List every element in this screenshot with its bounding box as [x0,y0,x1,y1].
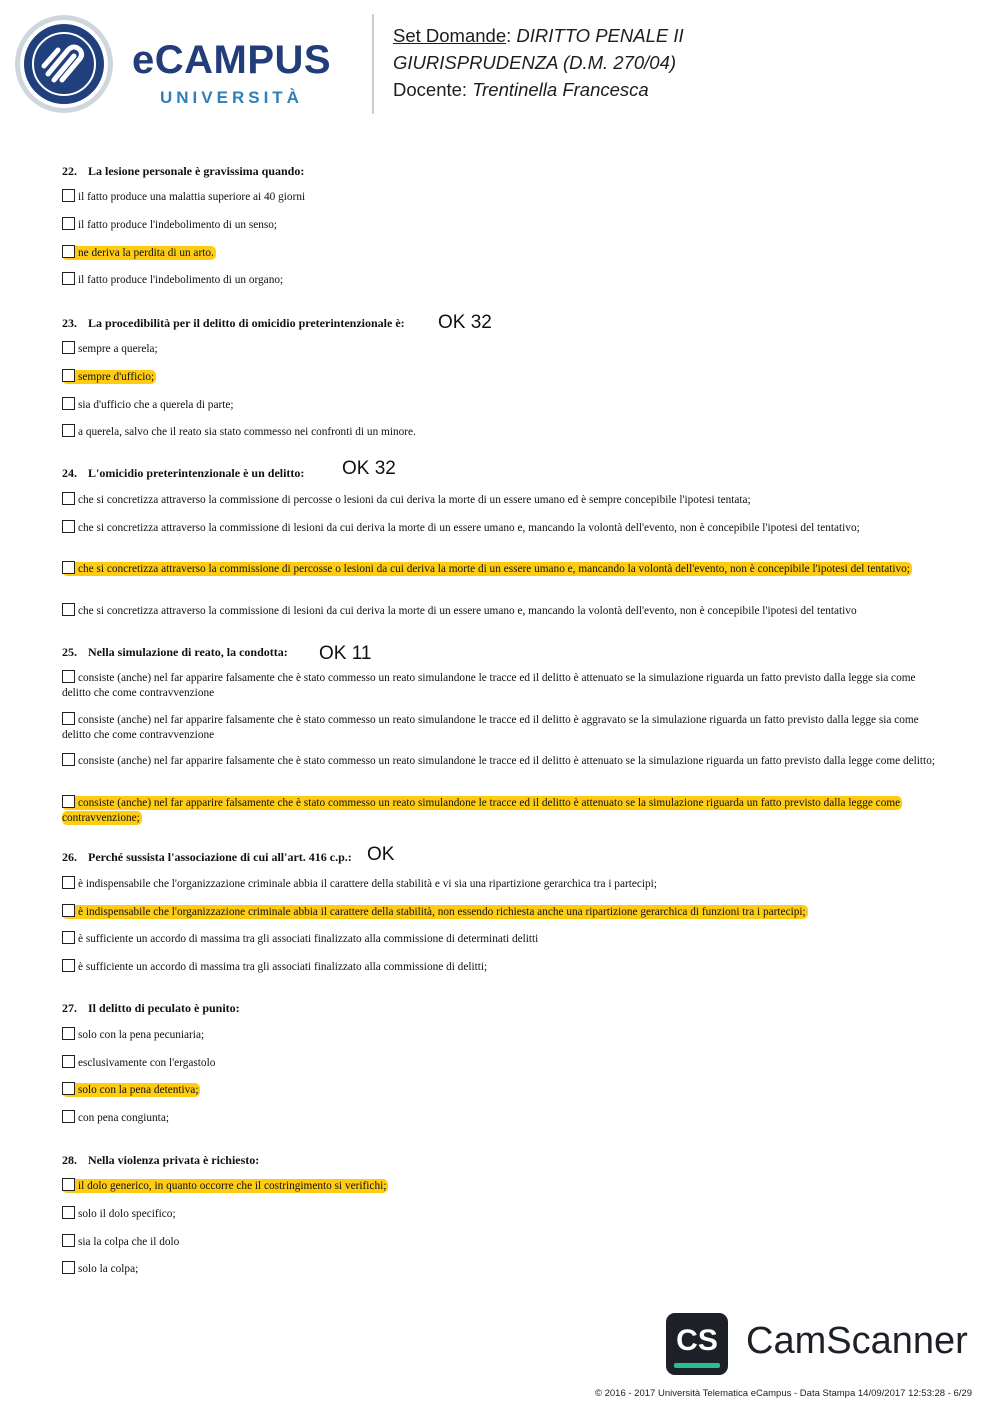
option-checkbox[interactable] [62,1110,75,1123]
question-title [62,1000,942,1016]
camscanner-logo [666,1313,728,1375]
answer-option [62,397,942,413]
answer-option [62,1110,942,1126]
option-checkbox[interactable] [62,217,75,230]
option-text: sempre a querela; [78,343,158,355]
course-title: DIRITTO PENALE II [516,25,684,46]
option-text: sempre d'ufficio; [78,371,155,383]
option-text: che si concretizza attraverso la commissione di percosse o lesioni da cui deriva la morte di un essere umano ed è sempre concepibile l'ipotesi tentata; [78,494,751,506]
option-checkbox[interactable] [62,272,75,285]
answer-option [62,1027,942,1043]
highlight-mark [62,905,808,919]
option-checkbox[interactable] [62,904,75,917]
highlight-mark [62,1179,388,1193]
option-text: il fatto produce una malattia superiore ai 40 giorni [78,191,306,203]
highlight-mark [62,796,902,825]
option-text: consiste (anche) nel far apparire falsamente che è stato commesso un reato simulandone le tracce ed il delitto è aggravato se la simulazione riguarda un fatto previsto dalla legge sia come delitto che come contravvenzione [62,714,919,741]
option-checkbox[interactable] [62,603,75,616]
question-number: 26. [62,850,77,864]
camscanner-accent-bar [674,1363,720,1368]
highlight-mark [62,370,156,384]
program-line [393,49,684,76]
question-number: 24. [62,466,77,480]
option-text: il dolo generico, in quanto occorre che il costringimento si verifichi; [78,1180,387,1192]
handwritten-note: OK 11 [319,643,372,664]
answer-option-highlighted [62,1178,942,1194]
question-text: Il delitto di peculato è punito: [88,1001,240,1015]
question-title [62,163,942,179]
question-title [62,312,942,333]
option-checkbox[interactable] [62,341,75,354]
option-text: sia la colpa che il dolo [78,1236,180,1248]
question-text: La procedibilità per il delitto di omicidio preterintenzionale è: [88,316,405,330]
option-checkbox[interactable] [62,670,75,683]
option-text: con pena congiunta; [78,1112,169,1124]
option-text: solo con la pena pecuniaria; [78,1029,205,1041]
option-text: consiste (anche) nel far apparire falsamente che è stato commesso un reato simulandone le tracce ed il delitto è attenuato se la simulazione riguarda un fatto previsto dalla legge sia come delitto che come contravvenzione [62,672,916,699]
question-title [62,1152,942,1168]
answer-option [62,1206,942,1222]
option-text: il fatto produce l'indebolimento di un senso; [78,219,278,231]
answer-option [62,959,942,975]
handwritten-note: OK [367,844,395,865]
option-text: solo il dolo specifico; [78,1208,176,1220]
answer-option-highlighted [62,369,942,385]
set-label: Set Domande [393,25,507,46]
course-info [393,22,684,103]
option-checkbox[interactable] [62,712,75,725]
question-number: 27. [62,1001,77,1015]
option-text: solo la colpa; [78,1263,139,1275]
option-text: che si concretizza attraverso la commissione di lesioni da cui deriva la morte di un essere umano e, mancando la volontà dell'evento, non è concepibile l'ipotesi del tentativo; [78,522,860,534]
answer-option [62,520,942,536]
highlight-mark [62,246,216,260]
question-text: Nella simulazione di reato, la condotta: [88,645,288,659]
question-title [62,644,942,660]
option-checkbox[interactable] [62,397,75,410]
answer-option-highlighted [62,561,942,577]
answer-option [62,341,942,357]
universita-wordmark: UNIVERSITÀ [160,88,303,107]
option-text: ne deriva la perdita di un arto. [78,247,214,259]
option-text: a querela, salvo che il reato sia stato commesso nei confronti di un minore. [78,426,416,438]
handwritten-note: OK 32 [438,312,492,333]
option-checkbox[interactable] [62,931,75,944]
question-text: La lesione personale è gravissima quando: [88,164,305,178]
answer-option [62,712,942,743]
option-checkbox[interactable] [62,245,75,258]
handwritten-note: OK 32 [342,458,396,479]
option-text: consiste (anche) nel far apparire falsamente che è stato commesso un reato simulandone le tracce ed il delitto è attenuato se la simulazione riguarda un fatto previsto dalla legge come contravvenzione; [62,797,901,824]
option-text: consiste (anche) nel far apparire falsamente che è stato commesso un reato simulandone le tracce ed il delitto è attenuato se la simulazione riguarda un fatto previsto dalla legge come delitto; [78,755,935,767]
option-checkbox[interactable] [62,1234,75,1247]
option-checkbox[interactable] [62,492,75,505]
question-title [62,849,942,865]
page-footer: © 2016 - 2017 Università Telematica eCampus - Data Stampa 14/09/2017 12:53:28 - 6/29 [594,1388,972,1399]
question-number: 22. [62,164,77,178]
option-text: esclusivamente con l'ergastolo [78,1057,216,1069]
option-text: il fatto produce l'indebolimento di un organo; [78,274,284,286]
question-number: 28. [62,1153,77,1167]
option-text: che si concretizza attraverso la commissione di lesioni da cui deriva la morte di un essere umano e, mancando la volontà dell'evento, non è concepibile l'ipotesi del tentativo [78,605,857,617]
option-checkbox[interactable] [62,1261,75,1274]
option-checkbox[interactable] [62,424,75,437]
option-checkbox[interactable] [62,1178,75,1191]
answer-option [62,753,942,769]
option-text: è indispensabile che l'organizzazione criminale abbia il carattere della stabilità, non essendo richiesta anche una ripartizione gerarchica di funzioni tra i partecipi; [78,906,806,918]
answer-option [62,1261,942,1277]
teacher-label: Docente: [393,79,468,100]
answer-option-highlighted [62,904,942,920]
option-checkbox[interactable] [62,1082,75,1095]
option-checkbox[interactable] [62,1206,75,1219]
option-checkbox[interactable] [62,795,75,808]
option-checkbox[interactable] [62,876,75,889]
answer-option [62,272,942,288]
answer-option [62,876,942,892]
course-program: GIURISPRUDENZA (D.M. 270/04) [393,52,677,73]
ecampus-wordmark: eCAMPUS [132,38,332,82]
option-text: è indispensabile che l'organizzazione criminale abbia il carattere della stabilità e vi sia una ripartizione gerarchica tra i partecipi; [78,878,657,890]
option-checkbox[interactable] [62,1055,75,1068]
highlight-mark [62,562,912,576]
answer-option [62,603,942,619]
answer-option [62,931,942,947]
header-divider [372,14,374,114]
answer-option [62,189,942,205]
document-header [0,0,1000,130]
answer-option-highlighted [62,245,942,261]
answer-option [62,217,942,233]
option-checkbox[interactable] [62,369,75,382]
camscanner-wordmark: CamScanner [746,1320,968,1362]
answer-option-highlighted [62,1082,942,1098]
answer-option [62,424,942,440]
option-text: solo con la pena detentiva; [78,1084,199,1096]
question-title [62,465,942,481]
question-number: 23. [62,316,77,330]
answer-option [62,1055,942,1071]
course-line: Set Domande: DIRITTO PENALE II [393,25,684,46]
teacher-line [393,76,684,103]
question-text: Nella violenza privata è richiesto: [88,1153,260,1167]
option-checkbox[interactable] [62,959,75,972]
option-text: sia d'ufficio che a querela di parte; [78,399,234,411]
ecampus-seal-logo [14,14,114,114]
question-text: Perché sussista l'associazione di cui all'art. 416 c.p.: [88,850,352,864]
answer-option [62,492,942,508]
option-text: è sufficiente un accordo di massima tra gli associati finalizzato alla commissione di delitti; [78,961,488,973]
highlight-mark [62,1083,200,1097]
answer-option [62,1234,942,1250]
option-text: che si concretizza attraverso la commissione di percosse o lesioni da cui deriva la morte di un essere umano e, mancando la volontà dell'evento, non è concepibile l'ipotesi del tentativo; [78,563,910,575]
question-number: 25. [62,645,77,659]
camscanner-initials: CS [676,1324,718,1357]
option-checkbox[interactable] [62,520,75,533]
question-text: L'omicidio preterintenzionale è un delitto: [88,466,305,480]
answer-option [62,670,942,701]
option-checkbox[interactable] [62,189,75,202]
option-checkbox[interactable] [62,561,75,574]
answer-option-highlighted [62,795,942,826]
option-checkbox[interactable] [62,1027,75,1040]
option-text: è sufficiente un accordo di massima tra gli associati finalizzato alla commissione di determinati delitti [78,933,539,945]
teacher-name: Trentinella Francesca [472,79,649,100]
option-checkbox[interactable] [62,753,75,766]
